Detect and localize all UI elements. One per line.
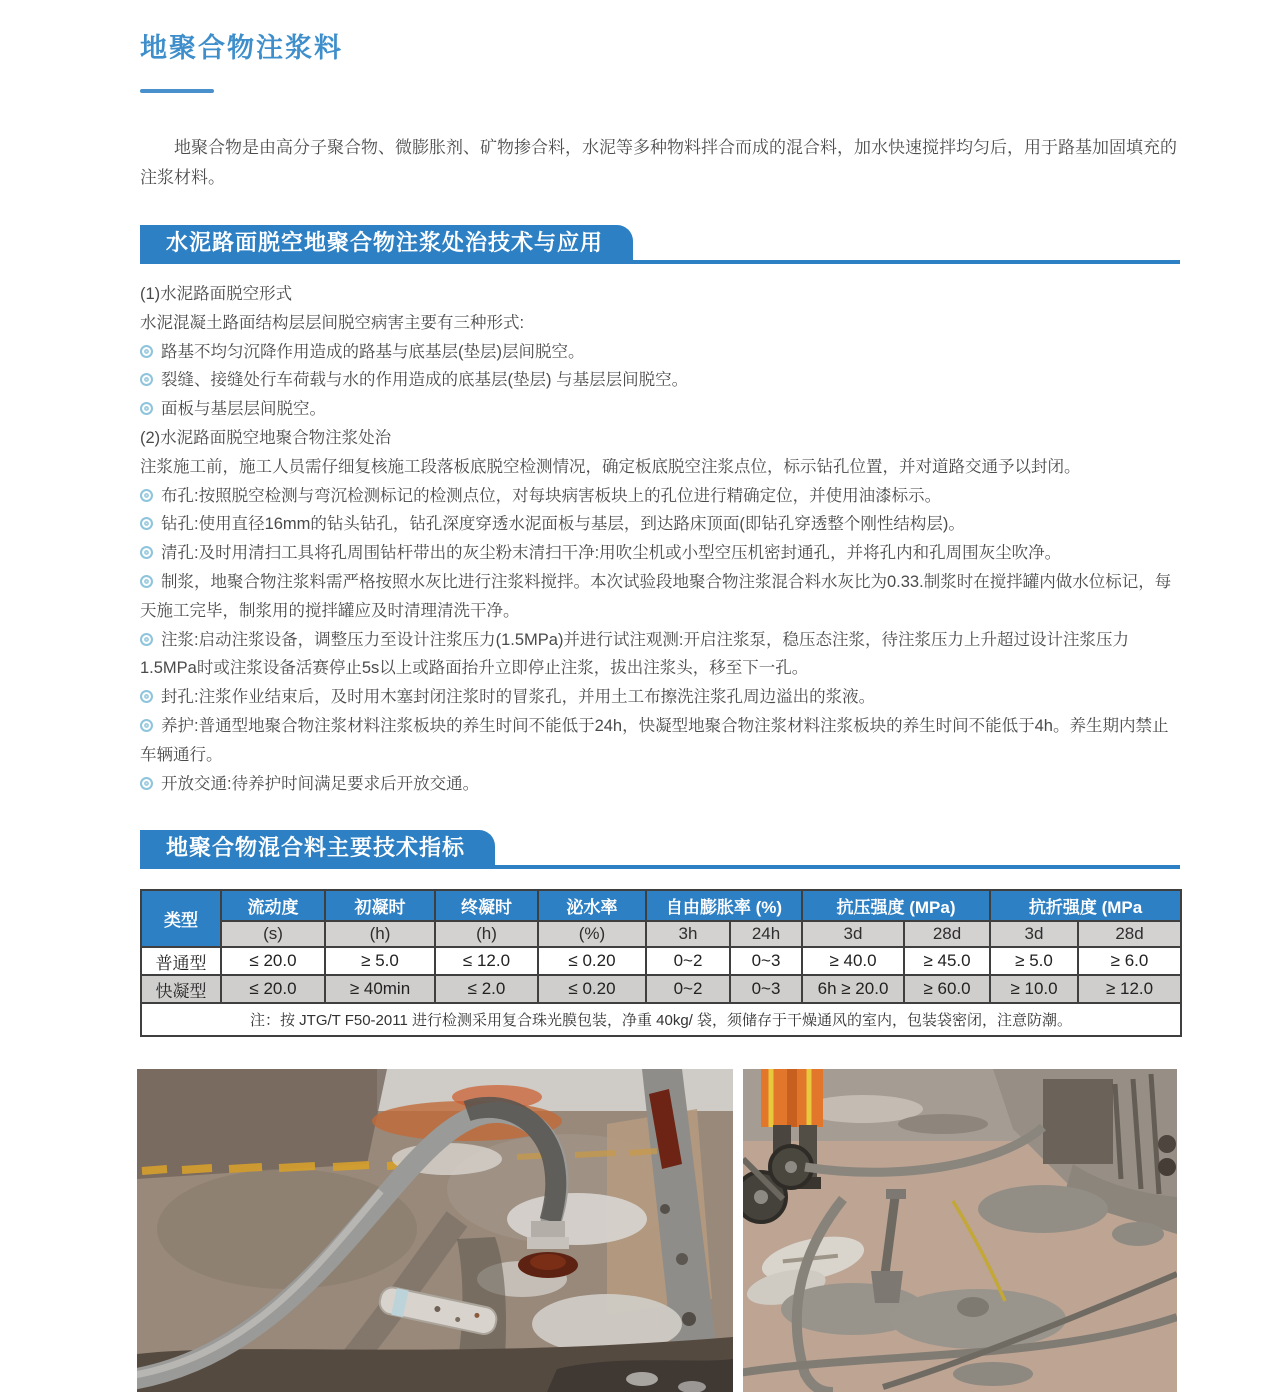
section2-banner: 地聚合物混合料主要技术指标 bbox=[140, 830, 495, 865]
table-group-header: 流动度 bbox=[221, 890, 325, 921]
list-item bbox=[140, 395, 1180, 424]
table-group-header-row bbox=[141, 890, 1181, 921]
table-cell: ≥ 40.0 bbox=[802, 947, 904, 975]
table-cell: ≥ 45.0 bbox=[904, 947, 990, 975]
table-cell: ≥ 5.0 bbox=[325, 947, 435, 975]
table-cell: ≤ 0.20 bbox=[538, 947, 646, 975]
bullet-ring-icon bbox=[140, 345, 153, 358]
bullet-ring-icon bbox=[140, 489, 153, 502]
bullet-ring-icon bbox=[140, 575, 153, 588]
table-unit-cell: 28d bbox=[904, 921, 990, 947]
table-corner-header: 类型 bbox=[141, 890, 221, 947]
bullet-ring-icon bbox=[140, 402, 153, 415]
list-item-text: 清孔:及时用清扫工具将孔周围钻杆带出的灰尘粉末清扫干净:用吹尘机或小型空压机密封通孔，并将孔内和孔周围灰尘吹净。 bbox=[161, 544, 1062, 563]
table-group-header: 终凝时 bbox=[435, 890, 538, 921]
table-cell: ≤ 20.0 bbox=[221, 947, 325, 975]
sub2-lead: 注浆施工前，施工人员需仔细复核施工段落板底脱空检测情况，确定板底脱空注浆点位，标示钻孔位置，并对道路交通予以封闭。 bbox=[140, 457, 1081, 476]
table-unit-cell: (%) bbox=[538, 921, 646, 947]
section1-banner: 水泥路面脱空地聚合物注浆处治技术与应用 bbox=[140, 225, 633, 260]
table-cell: ≤ 2.0 bbox=[435, 975, 538, 1003]
section1-header-rule bbox=[140, 225, 1180, 264]
list-item bbox=[140, 539, 1180, 568]
table-cell: ≥ 10.0 bbox=[990, 975, 1078, 1003]
table-unit-cell: (s) bbox=[221, 921, 325, 947]
bullet-ring-icon bbox=[140, 690, 153, 703]
table-cell: ≥ 40min bbox=[325, 975, 435, 1003]
table-cell: 0~3 bbox=[730, 947, 802, 975]
bullet-ring-icon bbox=[140, 546, 153, 559]
bullet-ring-icon bbox=[140, 517, 153, 530]
section2-header-rule bbox=[140, 830, 1180, 869]
table-unit-cell: 3h bbox=[646, 921, 730, 947]
table-cell: 0~3 bbox=[730, 975, 802, 1003]
table-group-header: 泌水率 bbox=[538, 890, 646, 921]
list-item-text: 面板与基层层间脱空。 bbox=[161, 400, 326, 419]
list-item bbox=[140, 482, 1180, 511]
sub1-title: (1)水泥路面脱空形式 bbox=[140, 285, 293, 303]
list-item bbox=[140, 510, 1180, 539]
list-item bbox=[140, 683, 1180, 712]
table-group-header: 抗压强度 (MPa) bbox=[802, 890, 990, 921]
table-cell: ≥ 5.0 bbox=[990, 947, 1078, 975]
bullet-ring-icon bbox=[140, 633, 153, 646]
table-group-header: 初凝时 bbox=[325, 890, 435, 921]
photo-grouting-hose bbox=[137, 1069, 733, 1392]
table-note-row bbox=[141, 1003, 1181, 1036]
list-item-text: 养护:普通型地聚合物注浆材料注浆板块的养生时间不能低于24h，快凝型地聚合物注浆材料注浆板块的养生时间不能低于4h。养生期内禁止车辆通行。 bbox=[140, 716, 1169, 764]
list-item bbox=[140, 626, 1180, 684]
section1-body bbox=[140, 280, 1180, 798]
table-unit-row bbox=[141, 921, 1181, 947]
table-row bbox=[141, 975, 1181, 1003]
list-item bbox=[140, 338, 1180, 367]
table-cell: 0~2 bbox=[646, 947, 730, 975]
table-cell: ≤ 12.0 bbox=[435, 947, 538, 975]
table-unit-cell: 28d bbox=[1078, 921, 1181, 947]
title-underline bbox=[140, 89, 214, 93]
table-cell: 0~2 bbox=[646, 975, 730, 1003]
table-group-header: 自由膨胀率 (%) bbox=[646, 890, 802, 921]
photo-grouting-worksite bbox=[743, 1069, 1177, 1392]
list-item-text: 开放交通:待养护时间满足要求后开放交通。 bbox=[161, 774, 480, 793]
intro-paragraph: 地聚合物是由高分子聚合物、微膨胀剂、矿物掺合料，水泥等多种物料拌合而成的混合料，加水快速搅拌均匀后，用于路基加固填充的注浆材料。 bbox=[140, 138, 1177, 187]
table-unit-cell: 24h bbox=[730, 921, 802, 947]
bullet-ring-icon bbox=[140, 719, 153, 732]
table-unit-cell: (h) bbox=[325, 921, 435, 947]
table-unit-cell: 3d bbox=[802, 921, 904, 947]
table-unit-cell: 3d bbox=[990, 921, 1078, 947]
list-item-text: 路基不均匀沉降作用造成的路基与底基层(垫层)层间脱空。 bbox=[161, 342, 585, 361]
list-item bbox=[140, 712, 1180, 770]
list-item-text: 制浆，地聚合物注浆料需严格按照水灰比进行注浆料搅拌。本次试验段地聚合物注浆混合料水灰比为0.33.制浆时在搅拌罐内做水位标记，每天施工完毕，制浆用的搅拌罐应及时清理清洗干净。 bbox=[140, 572, 1172, 620]
bullet-ring-icon bbox=[140, 373, 153, 386]
table-cell: ≤ 0.20 bbox=[538, 975, 646, 1003]
sub1-lead: 水泥混凝土路面结构层层间脱空病害主要有三种形式: bbox=[140, 313, 525, 332]
table-unit-cell: (h) bbox=[435, 921, 538, 947]
list-item-text: 钻孔:使用直径16mm的钻头钻孔，钻孔深度穿透水泥面板与基层，到达路床顶面(即钻孔穿透整个刚性结构层)。 bbox=[161, 515, 965, 534]
page-title: 地聚合物注浆料 bbox=[140, 33, 343, 63]
row-type-cell: 普通型 bbox=[141, 947, 221, 975]
table-cell: ≥ 60.0 bbox=[904, 975, 990, 1003]
list-item bbox=[140, 568, 1180, 626]
bullet-ring-icon bbox=[140, 777, 153, 790]
table-row bbox=[141, 947, 1181, 975]
table-cell: ≤ 20.0 bbox=[221, 975, 325, 1003]
list-item-text: 布孔:按照脱空检测与弯沉检测标记的检测点位，对每块病害板块上的孔位进行精确定位，并使用油漆标示。 bbox=[161, 486, 942, 505]
table-group-header: 抗折强度 (MPa bbox=[990, 890, 1181, 921]
list-item bbox=[140, 366, 1180, 395]
list-item-text: 注浆:启动注浆设备，调整压力至设计注浆压力(1.5MPa)并进行试注观测:开启注浆泵，稳压态注浆，待注浆压力上升超过设计注浆压力1.5MPa时或注浆设备活赛停止5s以上或路面抬升立即停止注浆，拔出注浆头，移至下一孔。 bbox=[140, 630, 1130, 678]
photo-strip bbox=[137, 1069, 1180, 1392]
table-cell: ≥ 6.0 bbox=[1078, 947, 1181, 975]
spec-table bbox=[140, 889, 1182, 1037]
row-type-cell: 快凝型 bbox=[141, 975, 221, 1003]
list-item-text: 裂缝、接缝处行车荷载与水的作用造成的底基层(垫层) 与基层层间脱空。 bbox=[161, 371, 689, 390]
table-cell: 6h ≥ 20.0 bbox=[802, 975, 904, 1003]
sub2-title: (2)水泥路面脱空地聚合物注浆处治 bbox=[140, 428, 392, 447]
table-note: 注：按 JTG/T F50-2011 进行检测采用复合珠光膜包装，净重 40kg/ 袋，须储存于干燥通风的室内，包装袋密闭，注意防潮。 bbox=[141, 1003, 1181, 1036]
list-item-text: 封孔:注浆作业结束后，及时用木塞封闭注浆时的冒浆孔，并用土工布擦洗注浆孔周边溢出的浆液。 bbox=[161, 688, 876, 707]
list-item bbox=[140, 770, 1180, 799]
table-cell: ≥ 12.0 bbox=[1078, 975, 1181, 1003]
